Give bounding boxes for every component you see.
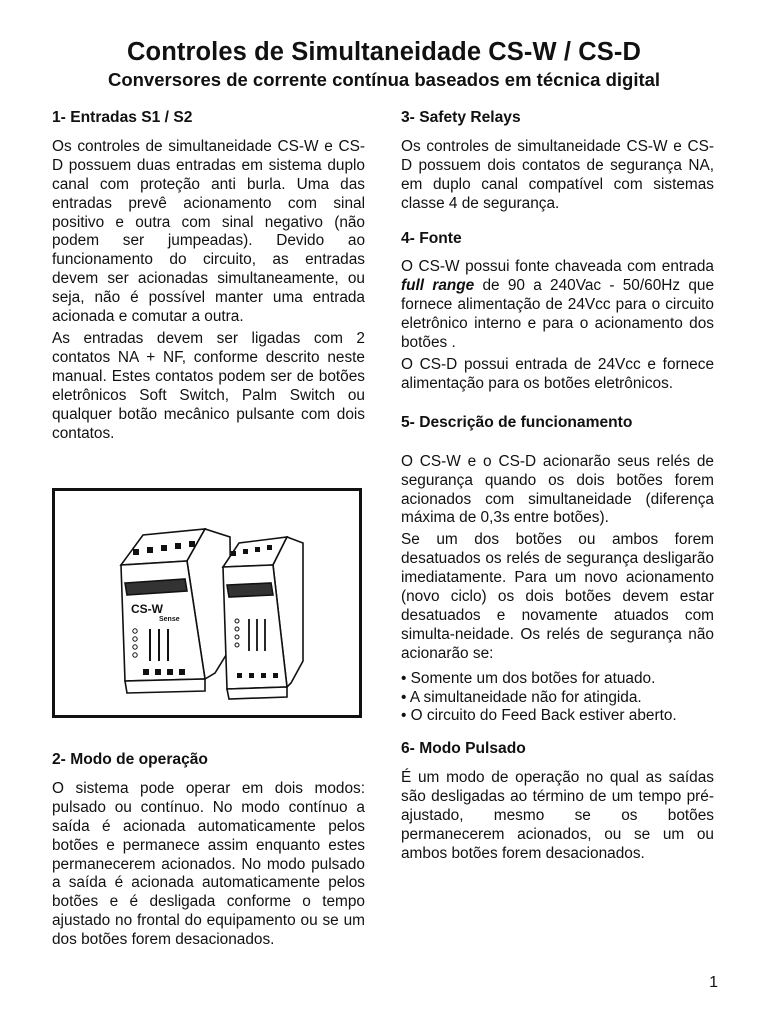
list-item: • O circuito do Feed Back estiver aberto.	[401, 707, 677, 725]
section-4-full-range: full range	[401, 277, 475, 295]
list-item: • A simultaneidade não for atingida.	[401, 688, 642, 706]
section-2-heading: 2- Modo de operação	[52, 751, 208, 768]
section-5-heading: 5- Descrição de funcionamento	[401, 413, 633, 431]
page-number: 1	[709, 974, 718, 991]
left-column-top	[52, 109, 365, 443]
section-1-heading: 1- Entradas S1 / S2	[52, 109, 193, 126]
left-column-bottom	[52, 751, 365, 950]
section-6-heading: 6- Modo Pulsado	[401, 740, 526, 758]
section-5-bullet-list	[401, 670, 714, 727]
section-5-paragraph-1: O CS-W e o CS-D acionarão seus relés de segurança quando os dois botões forem acionados com simultaneidade (diferença máxima de 0,3s entre botões).	[401, 452, 714, 527]
product-figure	[52, 488, 362, 718]
section-2-paragraph-1: O sistema pode operar em dois modos: pulsado ou contínuo. No modo contínuo a saída é acionada automaticamente pelos botões e permanece assim enquanto estes permanecerem acionados. No modo pulsado a saída é acionada automaticamente pelos botões e é desligada conforme o tempo ajustado no frontal do equipamento ou se um dos botões forem desacionados.	[52, 779, 365, 949]
device-label-cs-w: CS-W	[131, 602, 163, 616]
section-4-heading: 4- Fonte	[401, 229, 462, 247]
right-column	[401, 109, 714, 864]
section-4-paragraph-1	[401, 258, 714, 353]
section-4-paragraph-2: O CS-D possui entrada de 24Vcc e fornece alimentação para os botões eletrônicos.	[401, 355, 714, 392]
relay-devices-illustration	[55, 491, 359, 715]
page-title: Controles de Simultaneidade CS-W / CS-D	[127, 38, 641, 66]
list-item: • Somente um dos botões for atuado.	[401, 669, 656, 687]
section-1-paragraph-1: Os controles de simultaneidade CS-W e CS-D possuem duas entradas em sistema duplo canal com proteção anti burla. Uma das entradas prevê acionamento com sinal positivo e outra com sinal negativo (não podem ser jumpeadas). Devido ao funcionamento do circuito, as entradas devem ser acionadas simultaneamente, ou seja, não é possível manter uma entrada acionada e comutar a outra.	[52, 137, 365, 326]
device-brand-label: Sense	[159, 616, 180, 623]
page-subtitle: Conversores de corrente contínua baseados em técnica digital	[107, 69, 661, 90]
section-3-paragraph-1: Os controles de simultaneidade CS-W e CS-D possuem dois contatos de segurança NA, em duplo canal compatível com sistemas classe 4 de segurança.	[401, 137, 714, 212]
section-6-paragraph-1: É um modo de operação no qual as saídas são desligadas ao término de um tempo pré-ajustado, mesmo se os botões permanecerem acionados, ou se um ou ambos botões forem desacionados.	[401, 769, 714, 862]
section-5-paragraph-2: Se um dos botões ou ambos forem desatuados os relés de segurança desligarão imediatamente. Para um novo acionamento (novo ciclo) os dois botões devem estar desatuados e novamente atuados com simulta-neidade. Os relés de segurança não acionarão se:	[401, 531, 714, 662]
section-1-paragraph-2: As entradas devem ser ligadas com 2 contatos NA + NF, conforme descrito neste manual. Estes contatos podem ser de botões eletrônicos Soft Switch, Palm Switch ou qualquer botão mecânico pulsante com dois contatos.	[52, 329, 365, 442]
section-3-heading: 3- Safety Relays	[401, 109, 521, 126]
section-4-p1-part-c: de 90 a 240Vac - 50/60Hz que fornece alimentação de 24Vcc para o circuito eletrônico interno e para o acionamento dos botões .	[401, 277, 714, 352]
section-4-p1-part-a: O CS-W possui fonte chaveada com entrada	[401, 258, 714, 276]
